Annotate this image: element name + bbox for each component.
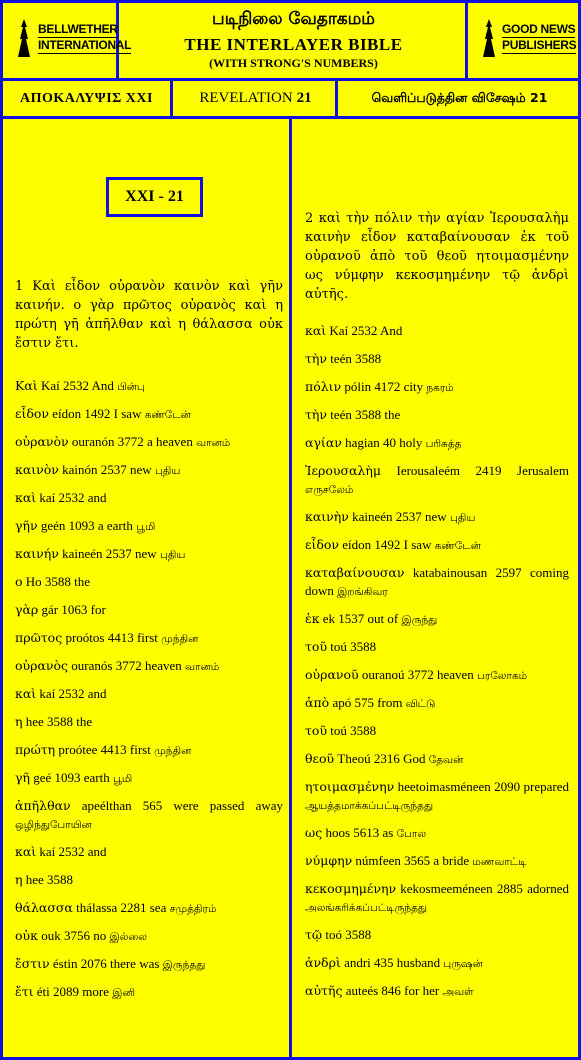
greek-word: εἶδον: [305, 537, 340, 552]
transliteration-gloss: hee 3588: [25, 872, 74, 887]
transliteration-gloss: Kaí 2532 And: [329, 323, 403, 338]
word-entry: [305, 322, 569, 341]
transliteration-gloss: thálassa 2281 sea: [76, 900, 167, 915]
transliteration-gloss: ek 1537 out of: [322, 611, 399, 626]
greek-word: καὶ: [305, 323, 327, 338]
word-entry: [15, 545, 283, 564]
greek-word: καινήν: [15, 546, 59, 561]
tamil-gloss: ஒழிந்துபோயின: [15, 819, 92, 831]
verse-2-greek: 2 καὶ τὴν πόλιν τὴν αγίαν Ἰερουσαλὴμ καινὴν εἶδον καταβαίνουσαν ἐκ τοῦ οὐρανοῦ ἀπὸ τοῦ θεοῦ ητοιμασμένην ως νύμφην κεκοσμημένην τῷ ἀνδρὶ αὐτῆς.: [305, 211, 569, 302]
tamil-gloss: ஆயத்தமாக்கப்பட்டிருந்தது: [305, 800, 434, 812]
transliteration-gloss: hagian 40 holy: [345, 435, 423, 450]
greek-word: νύμφην: [305, 853, 353, 868]
word-entry: [305, 434, 569, 453]
greek-word: γὰρ: [15, 602, 39, 617]
transliteration-gloss: proótee 4413 first: [58, 742, 151, 757]
tamil-gloss: பரலோகம்: [477, 670, 528, 682]
word-entry: [15, 797, 283, 834]
transliteration-gloss: geé 1093 earth: [33, 770, 110, 785]
transliteration-gloss: toú 3588: [330, 723, 377, 738]
tamil-gloss: பரிசுத்த: [425, 438, 462, 450]
word-entry: [305, 778, 569, 815]
word-entry: [15, 601, 283, 620]
word-entry: [15, 741, 283, 760]
greek-word: καὶ: [15, 490, 37, 505]
transliteration-gloss: kaí 2532 and: [39, 490, 107, 505]
transliteration-gloss: apeélthan 565 were passed away: [81, 798, 283, 813]
greek-word: καινὴν: [305, 509, 349, 524]
transliteration-gloss: hoos 5613 as: [325, 825, 394, 840]
english-book-name: REVELATION: [199, 90, 293, 106]
tab-greek-book[interactable]: ΑΠΟΚΑΛΥΨΙΣ XXI: [3, 81, 173, 116]
transliteration-gloss: éstin 2076 there was: [52, 956, 160, 971]
greek-word: οὐρανὸν: [15, 434, 69, 449]
tamil-gloss: பின்பு: [117, 381, 145, 393]
tamil-gloss: நகரம்: [426, 382, 454, 394]
word-entry: [305, 694, 569, 713]
transliteration-gloss: proótos 4413 first: [65, 630, 158, 645]
tamil-gloss: கண்டேன்: [144, 409, 191, 421]
logo-right-line2: PUBLISHERS: [502, 38, 577, 52]
greek-word: ἀνδρὶ: [305, 955, 341, 970]
word-entry: [15, 377, 283, 396]
transliteration-gloss: Ierousaleém 2419 Jerusalem: [396, 463, 569, 478]
word-entry: [15, 657, 283, 676]
title-tamil: படிநிலை வேதாகமம்: [212, 9, 375, 29]
transliteration-gloss: Theoú 2316 God: [337, 751, 426, 766]
english-chapter-number: 21: [296, 90, 312, 106]
word-entry: [305, 508, 569, 527]
tamil-gloss: வானம்: [185, 661, 220, 673]
greek-word: πρῶτος: [15, 630, 63, 645]
tamil-gloss: கண்டேன்: [434, 540, 481, 552]
transliteration-gloss: kaineén 2537 new: [62, 546, 157, 561]
greek-word: γῆ: [15, 770, 30, 785]
word-entry: [305, 378, 569, 397]
right-column: [295, 119, 578, 1057]
tamil-gloss: அவள்: [442, 986, 474, 998]
tamil-gloss: புருஷன்: [443, 958, 483, 970]
verse-1-greek: 1 Καὶ εἶδον οὐρανὸν καινὸν καὶ γῆν καινήν. ο γὰρ πρῶτος οὐρανὸς καὶ η πρώτη γῆ ἀπῆλθαν καὶ η θάλασσα οὐκ ἔστιν ἔτι.: [15, 279, 283, 351]
word-entry: [305, 852, 569, 871]
transliteration-gloss: geén 1093 a earth: [40, 518, 133, 533]
word-entry: [15, 433, 283, 452]
greek-word: ἀπῆλθαν: [15, 798, 71, 813]
title-english: THE INTERLAYER BIBLE: [184, 35, 403, 54]
tamil-gloss: சமுத்திரம்: [169, 903, 217, 915]
transliteration-gloss: eídon 1492 I saw: [342, 537, 432, 552]
word-entry: [15, 769, 283, 788]
tamil-gloss: பூமி: [113, 773, 133, 785]
tamil-gloss: விட்டு: [405, 698, 436, 710]
greek-word: καινὸν: [15, 462, 59, 477]
tamil-gloss: மணவாட்டி: [472, 856, 527, 868]
word-entry: [305, 564, 569, 601]
word-entry: [15, 713, 283, 732]
transliteration-gloss: Ho 3588 the: [25, 574, 91, 589]
tamil-gloss: புதிய: [154, 465, 181, 477]
greek-word: οὐρανοῦ: [305, 667, 359, 682]
word-entry: [305, 350, 569, 369]
transliteration-gloss: kaineén 2537 new: [352, 509, 447, 524]
logo-right-line1: GOOD NEWS: [502, 22, 576, 36]
transliteration-gloss: Kaí 2532 And: [40, 378, 114, 393]
greek-word: ως: [305, 825, 323, 840]
tab-english-book[interactable]: [176, 81, 338, 116]
word-entry: [305, 666, 569, 685]
word-entry: [305, 926, 569, 945]
greek-word: ἐκ: [305, 611, 320, 626]
greek-word: τοῦ: [305, 639, 328, 654]
logo-left-line1: BELLWETHER: [38, 22, 118, 36]
greek-word: κεκοσμημένην: [305, 881, 397, 896]
tamil-gloss: போல: [396, 828, 427, 840]
transliteration-gloss: hee 3588 the: [25, 714, 93, 729]
tamil-gloss: முந்தின: [161, 633, 199, 645]
tab-tamil-book[interactable]: வெளிப்படுத்தின விசேஷம் 21: [371, 90, 548, 105]
greek-word: πόλιν: [305, 379, 342, 394]
tamil-gloss: பூமி: [136, 521, 156, 533]
word-entry: [15, 573, 283, 592]
greek-word: θάλασσα: [15, 900, 73, 915]
greek-word: αὐτῆς: [305, 983, 343, 998]
greek-word: οὐκ: [15, 928, 38, 943]
word-entry: [15, 685, 283, 704]
word-entry: [15, 629, 283, 648]
tamil-gloss: இல்லை: [109, 931, 148, 943]
word-entry: [15, 871, 283, 890]
tamil-gloss: இறங்கிவர: [337, 586, 388, 598]
header-title-block: [122, 3, 465, 78]
title-subtitle: (WITH STRONG'S NUMBERS): [209, 56, 378, 70]
transliteration-gloss: éti 2089 more: [36, 984, 109, 999]
header: [3, 3, 578, 81]
tamil-gloss: இனி: [112, 987, 136, 999]
word-entry: [305, 954, 569, 973]
greek-word: ἀπὸ: [305, 695, 330, 710]
word-entry: [15, 517, 283, 536]
word-entry: [305, 750, 569, 769]
word-entry: [305, 722, 569, 741]
greek-word: οὐρανὸς: [15, 658, 69, 673]
tamil-gloss: வானம்: [196, 437, 231, 449]
transliteration-gloss: kaí 2532 and: [39, 686, 107, 701]
greek-word: γῆν: [15, 518, 38, 533]
word-entry: [305, 880, 569, 917]
book-tabs: [3, 81, 578, 119]
transliteration-gloss: toó 3588: [325, 927, 372, 942]
greek-word: θεοῦ: [305, 751, 335, 766]
greek-word: Καὶ: [15, 378, 38, 393]
greek-word: πρώτη: [15, 742, 56, 757]
tamil-gloss: புதிய: [159, 549, 186, 561]
transliteration-gloss: ouranón 3772 a heaven: [71, 434, 193, 449]
transliteration-gloss: gár 1063 for: [41, 602, 106, 617]
transliteration-gloss: teén 3588 the: [330, 407, 401, 422]
word-entry: [305, 536, 569, 555]
good-news-figure-icon: [478, 17, 500, 59]
transliteration-gloss: andri 435 husband: [344, 955, 441, 970]
transliteration-gloss: teén 3588: [330, 351, 382, 366]
word-entry: [305, 406, 569, 425]
greek-word: τὴν: [305, 351, 328, 366]
transliteration-gloss: heetoimasméneen 2090 prepared: [397, 779, 569, 794]
bellwether-logo: [3, 3, 132, 78]
greek-word: καὶ: [15, 844, 37, 859]
greek-word: καταβαίνουσαν: [305, 565, 405, 580]
good-news-logo: [465, 3, 578, 78]
tamil-gloss: முந்தின: [154, 745, 192, 757]
word-entry: [15, 899, 283, 918]
word-entry: [15, 405, 283, 424]
transliteration-gloss: kaí 2532 and: [39, 844, 107, 859]
greek-word: τὴν: [305, 407, 328, 422]
transliteration-gloss: númfeen 3565 a bride: [355, 853, 470, 868]
transliteration-gloss: auteés 846 for her: [345, 983, 440, 998]
word-entry: [305, 824, 569, 843]
transliteration-gloss: katabainousan 2597 coming down: [305, 565, 570, 598]
verse-2-word-list: [305, 322, 569, 1010]
transliteration-gloss: kainón 2537 new: [62, 462, 152, 477]
chapter-label: XXI - 21: [106, 177, 203, 217]
greek-word: η: [15, 872, 23, 887]
transliteration-gloss: apó 575 from: [332, 695, 403, 710]
tamil-gloss: புதிய: [449, 512, 476, 524]
greek-word: εἶδον: [15, 406, 50, 421]
greek-word: ἔτι: [15, 984, 34, 999]
verse-1-word-list: [15, 377, 283, 1011]
transliteration-gloss: eídon 1492 I saw: [52, 406, 142, 421]
tamil-gloss: இருந்து: [401, 614, 438, 626]
word-entry: [305, 982, 569, 1001]
greek-word: καὶ: [15, 686, 37, 701]
word-entry: [15, 489, 283, 508]
logo-left-line2: INTERNATIONAL: [38, 38, 132, 52]
transliteration-gloss: ouk 3756 no: [41, 928, 107, 943]
word-entry: [15, 983, 283, 1002]
tamil-gloss: இருந்தது: [162, 959, 206, 971]
transliteration-gloss: ouranós 3772 heaven: [71, 658, 182, 673]
transliteration-gloss: pólin 4172 city: [344, 379, 424, 394]
left-column: [3, 119, 292, 1057]
word-entry: [305, 610, 569, 629]
word-entry: [15, 927, 283, 946]
word-entry: [15, 461, 283, 480]
tamil-gloss: தேவன்: [428, 754, 464, 766]
tamil-gloss: எருசலேம்: [305, 484, 354, 496]
word-entry: [15, 843, 283, 862]
bellwether-figure-icon: [13, 17, 35, 59]
greek-word: η: [15, 714, 23, 729]
greek-word: τῷ: [305, 927, 323, 942]
word-entry: [305, 638, 569, 657]
transliteration-gloss: toú 3588: [330, 639, 377, 654]
greek-word: ο: [15, 574, 23, 589]
word-entry: [15, 955, 283, 974]
tamil-gloss: அலங்கரிக்கப்பட்டிருந்தது: [305, 902, 428, 914]
greek-word: ητοιμασμένην: [305, 779, 395, 794]
greek-word: ἔστιν: [15, 956, 50, 971]
word-entry: [305, 462, 569, 499]
greek-word: τοῦ: [305, 723, 328, 738]
greek-word: Ἰερουσαλὴμ: [305, 463, 381, 478]
transliteration-gloss: kekosmeeméneen 2885 adorned: [400, 881, 569, 896]
greek-word: αγίαν: [305, 435, 342, 450]
transliteration-gloss: ouranoú 3772 heaven: [361, 667, 474, 682]
